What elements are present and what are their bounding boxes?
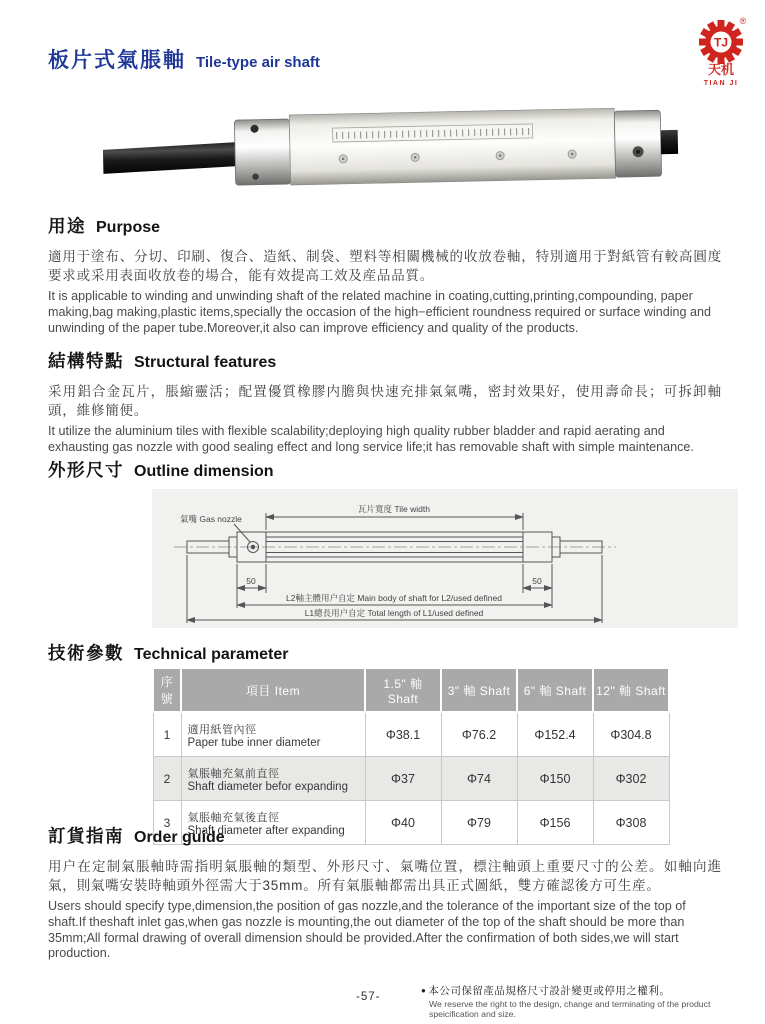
footer-note-en: We reserve the right to the design, change and terminating of the product speicification and size. [429,999,711,1019]
structural-body-zh: 采用鋁合金瓦片，脹縮靈活；配置優質橡膠内膽與快速充排氣氣嘴，密封效果好，使用壽命長；可拆卸軸頭，維修簡便。 [48,384,722,419]
dimension-drawing [152,489,738,628]
row-item-zh: 適用紙管內徑 [187,723,257,736]
purpose-heading-zh: 用途 [48,216,86,236]
section-purpose [48,213,722,336]
registered-mark: ® [739,16,747,26]
end-cap-left [234,119,290,185]
col-header-1-5in: 1.5" 軸 Shaft [365,668,441,712]
logo-monogram: TJ [713,35,729,50]
row-value: Φ74 [441,757,517,801]
dim-l2-label: L2軸主體用户自定 Main body of shaft for L2/used defined [286,593,502,603]
row-item-en: Shaft diameter after expanding [187,824,345,837]
dim-l1-label: L1總長用户自定 Total length of L1/used defined [304,608,484,618]
dim-50-right-label: 50 [532,576,542,586]
order-body-en: Users should specify type,dimension,the position of gas nozzle,and the tolerance of the important size of the top of shaft.If theshaft inlet gas,when gas nozzle is mounting,the out diameter of the top of the shaft should be more than 35mm;All formal drawing of overall dimension should be provided.After the confirmation of both sides,we will start production. [48,899,686,961]
row-item-en: Paper tube inner diameter [187,736,321,749]
page-title-en: Tile-type air shaft [196,54,320,71]
row-value: Φ150 [517,757,593,801]
shaft-journal-left [103,142,238,174]
structural-body-en: It utilize the aluminium tiles with flexible scalability;deploying high quality rubber bladder and rapid aerating and exhausting gas nozzle with good sealing effect and long service life;it has removable shaft with simple maintenance. [48,424,694,454]
gas-nozzle-symbol [234,524,259,553]
footer-note-zh [421,983,746,998]
section-structural [48,348,722,456]
row-item [181,757,365,801]
end-cap-right [614,110,661,177]
row-value: Φ37 [365,757,441,801]
air-shaft-photo [85,100,685,205]
outline-heading-zh: 外形尺寸 [48,460,124,480]
order-heading [48,823,722,848]
row-value: Φ76.2 [441,712,517,757]
row-no: 3 [153,801,181,845]
row-no: 1 [153,712,181,757]
shaft-body [289,108,615,185]
tile-width-dimension [266,513,523,530]
row-value: Φ40 [365,801,441,845]
outline-heading [48,457,722,482]
logo-name-en: TIAN JI [703,80,739,87]
row-item-zh: 氣脹軸充氣後直徑 [187,811,280,824]
row-value: Φ79 [441,801,517,845]
row-value: Φ304.8 [593,712,669,757]
tj-gear-logo-icon [686,12,756,96]
col-header-no: 序號 [153,668,181,712]
gas-nozzle-label: 氣嘴 Gas nozzle [180,514,242,524]
row-value: Φ152.4 [517,712,593,757]
col-header-6in: 6" 軸 Shaft [517,668,593,712]
row-value: Φ38.1 [365,712,441,757]
page-title [48,44,320,74]
page-title-zh: 板片式氣脹軸 [48,49,186,72]
order-body-zh: 用户在定制氣脹軸時需指明氣脹軸的類型、外形尺寸、氣嘴位置，標注軸頭上重要尺寸的公差。如軸向進氣，則氣嘴安裝時軸頭外徑需大于35mm。所有氣脹軸都需出具正式圖紙，雙方確認後方可生産。 [48,859,722,894]
row-item-zh: 氣脹軸充氣前直徑 [187,767,280,780]
technical-heading [48,640,722,665]
row-value: Φ302 [593,757,669,801]
col-header-12in: 12" 軸 Shaft [593,668,669,712]
table-row [153,757,669,801]
shaft-stub-right [661,130,678,154]
technical-parameter-table [152,667,670,845]
logo-name-zh: 天机 [707,62,735,77]
page-number: -57- [356,991,381,1003]
dim-50-left-label: 50 [246,576,256,586]
product-photo [85,100,685,205]
col-header-item: 項目 Item [181,668,365,712]
section-order-guide [48,823,722,962]
table-row [153,712,669,757]
company-logo [686,12,756,96]
bullet-icon: ● [421,986,427,995]
structural-heading-zh: 結構特點 [48,351,124,371]
order-heading-zh: 訂貨指南 [48,826,124,846]
purpose-body-zh: 適用于塗布、分切、印刷、復合、造紙、制袋、塑料等相關機械的收放卷軸，特別適用于對紙管有較高圓度要求或采用表面收放卷的場合，能有效提高工效及産品品質。 [48,249,722,284]
row-item-en: Shaft diameter befor expanding [187,780,348,793]
purpose-body-en: It is applicable to winding and unwinding shaft of the related machine in coating,cutting,printing,compounding, paper making,bag making,plastic items,specially the occasion of the high−efficient roundness required or surface winding and unwinding of the paper tube.Moreover,it also can improve efficiency and quality of the products. [48,289,712,335]
technical-heading-zh: 技術參數 [48,643,124,663]
col-header-3in: 3" 軸 Shaft [441,668,517,712]
row-no: 2 [153,757,181,801]
table-header-row [153,668,669,712]
outline-dimension-drawing [152,489,738,628]
purpose-heading-en: Purpose [96,219,161,236]
technical-heading-en: Technical parameter [134,646,289,663]
footer-note-zh-text: 本公司保留產品規格尺寸設計變更或停用之權利。 [428,985,671,997]
section-outline [48,457,722,491]
structural-heading [48,348,722,373]
row-value: Φ308 [593,801,669,845]
order-heading-en: Order guide [134,829,225,846]
row-item [181,712,365,757]
tile-width-label: 瓦片寬度 Tile width [358,504,430,514]
structural-heading-en: Structural features [134,354,277,371]
outline-heading-en: Outline dimension [134,463,274,480]
row-value: Φ156 [517,801,593,845]
purpose-heading [48,213,722,238]
footer-note [421,983,746,1019]
